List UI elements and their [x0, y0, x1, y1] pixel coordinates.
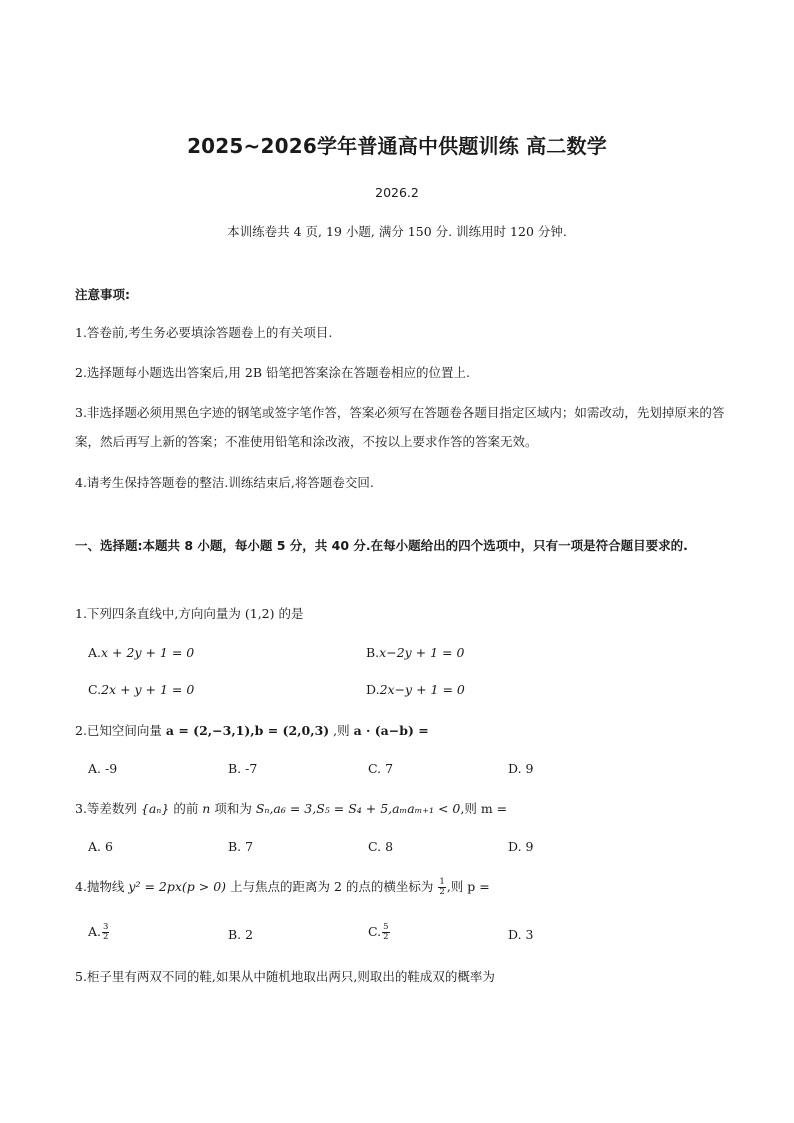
exam-title: 2025~2026学年普通高中供题训练 高二数学	[187, 134, 607, 158]
q2-option-a: A. -9	[88, 761, 118, 776]
option-label: D.	[366, 682, 380, 697]
question-3	[75, 799, 507, 817]
q1-suffix: 的是	[274, 606, 304, 621]
q4-prefix: 4.抛物线	[75, 879, 129, 894]
option-label: C.	[368, 924, 382, 939]
fraction-denominator: 2	[103, 932, 109, 942]
q4-mid: 上与焦点的距离为 2 的点的横坐标为	[226, 879, 438, 894]
question-4	[75, 877, 490, 897]
fraction-numerator: 1	[439, 877, 445, 887]
q3-option-b: B. 7	[228, 839, 254, 854]
q3-math: Sₙ,a₆ = 3,S₅ = S₄ + 5,aₘaₘ₊₁ < 0	[255, 801, 461, 816]
q2-mid: ,则	[329, 723, 354, 738]
option-fraction	[382, 923, 389, 942]
q4-option-b: B. 2	[228, 927, 254, 942]
option-label: B.	[366, 645, 380, 660]
notice-item-2: 2.选择题每小题选出答案后,用 2B 铅笔把答案涂在答题卷相应的位置上.	[75, 365, 470, 380]
option-math: x + 2y + 1 = 0	[101, 645, 195, 660]
fraction-numerator: 3	[103, 922, 109, 932]
notice-item-4: 4.请考生保持答题卷的整洁.训练结束后,将答题卷交回.	[75, 475, 374, 490]
q1-option-b	[366, 645, 464, 660]
q3-suffix: ,则 m =	[460, 801, 508, 816]
q2-option-c: C. 7	[368, 761, 394, 776]
q3-option-d: D. 9	[508, 839, 534, 854]
fraction-denominator: 2	[439, 887, 445, 897]
fraction-numerator: 5	[383, 922, 389, 932]
notice-item-1: 1.答卷前,考生务必要填涂答题卷上的有关项目.	[75, 325, 333, 340]
option-label: A.	[88, 924, 102, 939]
question-5: 5.柜子里有两双不同的鞋,如果从中随机地取出两只,则取出的鞋成双的概率为	[75, 969, 495, 984]
q4-fraction	[438, 878, 445, 897]
q2-expression: a · (a−b) =	[353, 723, 429, 738]
q3-mid2: 项和为	[210, 801, 256, 816]
exam-date: 2026.2	[375, 185, 419, 200]
option-label: A.	[88, 645, 102, 660]
q3-prefix: 3.等差数列	[75, 801, 141, 816]
notice-item-3: 3.非选择题必须用黑色字迹的钢笔或签字笔作答，答案必须写在答题卷各题目指定区域内；如需改动，先划掉原来的答案，然后再写上新的答案；不准使用铅笔和涂改液，不按以上要求作答的答案无效。	[75, 405, 725, 449]
q3-mid: 的前	[169, 801, 203, 816]
q4-option-d: D. 3	[508, 927, 534, 942]
question-2	[75, 721, 429, 739]
q1-option-a	[88, 645, 194, 660]
q3-n: n	[202, 801, 211, 816]
option-math: 2x + y + 1 = 0	[101, 682, 195, 697]
option-label: C.	[88, 682, 102, 697]
option-math: x−2y + 1 = 0	[379, 645, 465, 660]
q3-option-a: A. 6	[88, 839, 113, 854]
q3-sequence: {aₙ}	[140, 801, 170, 816]
q2-vectors: a = (2,−3,1),b = (2,0,3)	[165, 723, 330, 738]
option-math: 2x−y + 1 = 0	[379, 682, 465, 697]
q1-vector: (1,2)	[244, 606, 275, 621]
fraction-denominator: 2	[383, 932, 389, 942]
question-1	[75, 604, 304, 622]
q1-option-d	[366, 682, 465, 697]
q2-option-d: D. 9	[508, 761, 534, 776]
exam-info: 本训练卷共 4 页, 19 小题, 满分 150 分. 训练用时 120 分钟.	[227, 224, 567, 239]
q3-option-c: C. 8	[368, 839, 394, 854]
section-heading: 一、选择题:本题共 8 小题，每小题 5 分，共 40 分.在每小题给出的四个选项中，只有一项是符合题目要求的.	[75, 538, 688, 553]
q2-option-b: B. -7	[228, 761, 258, 776]
q4-suffix: ,则 p =	[446, 879, 490, 894]
q1-prefix: 1.下列四条直线中,方向向量为	[75, 606, 245, 621]
q4-option-a	[88, 923, 110, 942]
option-fraction	[102, 923, 109, 942]
q4-option-c	[368, 923, 391, 942]
q1-option-c	[88, 682, 194, 697]
q4-math: y² = 2px(p > 0)	[128, 879, 227, 894]
q2-prefix: 2.已知空间向量	[75, 723, 166, 738]
notice-title: 注意事项:	[75, 287, 130, 302]
